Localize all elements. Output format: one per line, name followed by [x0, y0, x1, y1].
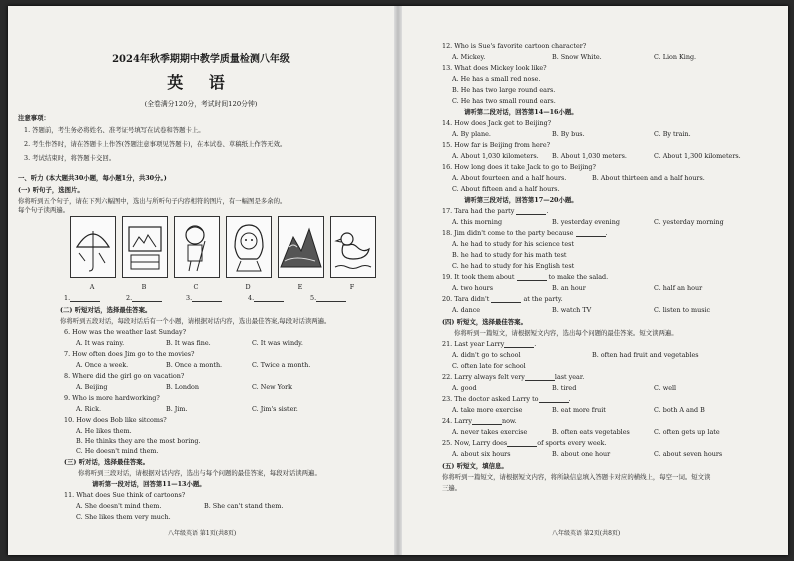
- q6-option-a: A. It was rainy.: [76, 339, 125, 347]
- pic-label-c: C: [193, 283, 199, 291]
- duck-icon: [331, 217, 375, 277]
- q17-option-b: B. yesterday evening: [552, 218, 620, 226]
- notice-3: 3. 考试结束时，将答题卡交回。: [24, 154, 116, 162]
- q13-option-b: B. He has two large round ears.: [452, 86, 556, 94]
- picture-a: [70, 216, 116, 278]
- picture-d: [226, 216, 272, 278]
- notice-1: 1. 答题前，考生务必将姓名、准考证号填写在试卷和答题卡上。: [24, 126, 205, 134]
- q18-option-b: B. he had to study for his math test: [452, 251, 567, 259]
- q17-option-a: A. this morning: [452, 218, 503, 226]
- sec2-heading: (二) 听短对话，选择最佳答案。: [60, 306, 152, 314]
- sec2-instr: 你将听到五段对话，每段对话后有一个小题，请根据对话内容，选出最佳答案,每段对话读两遍。: [60, 317, 331, 325]
- q15-option-a: A. About 1,030 kilometers.: [452, 152, 539, 160]
- q12-option-b: B. Snow White.: [552, 53, 602, 61]
- answer-blank-4: 4.: [248, 294, 284, 302]
- q9-option-c: C. Jim's sister.: [252, 405, 298, 413]
- page-fold: [394, 6, 402, 555]
- boy-sweeping-icon: [175, 217, 219, 277]
- sec5-heading: (五) 听短文，填信息。: [442, 462, 508, 470]
- question-22: 22. Larry always felt very last year.: [442, 373, 585, 381]
- q22-option-b: B. tired: [552, 384, 577, 392]
- sec4-instr: 你将听到一篇短文，请根据短文内容，选出每个问题的最佳答案。短文读两遍。: [454, 329, 678, 337]
- umbrella-icon: [71, 217, 115, 277]
- sec5-instr-2: 三遍。: [442, 484, 462, 492]
- sec5-instr-1: 你将听到一篇短文，请根据短文内容，将所缺信息填入答题卡对应的横线上，每空一词。短文读: [442, 473, 711, 481]
- question-6: 6. How was the weather last Sunday?: [64, 328, 187, 336]
- question-16: 16. How long does it take Jack to go to Beijing?: [442, 163, 596, 171]
- dialogue2-note: 请听第二段对话，回答第14—16小题。: [464, 108, 578, 116]
- question-15: 15. How far is Beijing from here?: [442, 141, 551, 149]
- question-24: 24. Larry now.: [442, 417, 517, 425]
- exam-sheet: [8, 6, 788, 555]
- pic-label-f: F: [349, 283, 355, 291]
- mountain-scene-icon: [279, 217, 323, 277]
- q8-option-a: A. Beijing: [76, 383, 108, 391]
- question-7: 7. How often does Jim go to the movies?: [64, 350, 195, 358]
- q24-option-a: A. never takes exercise: [452, 428, 528, 436]
- picture-f: [330, 216, 376, 278]
- question-17: 17. Tara had the party .: [442, 207, 549, 215]
- answer-blank-3: 3.: [186, 294, 222, 302]
- q23-option-a: A. take more exercise: [452, 406, 523, 414]
- sec1-instr-1: 你将听到五个句子，请在下列六幅图中，选出与所听句子内容相符的图片，有一幅图是多余的。: [18, 197, 287, 205]
- pic-label-d: D: [245, 283, 251, 291]
- q11-option-b: B. She can't stand them.: [204, 502, 284, 510]
- q7-option-c: C. Twice a month.: [252, 361, 311, 369]
- question-18: 18. Jim didn't come to the party because .: [442, 229, 608, 237]
- q23-option-c: C. both A and B: [654, 406, 705, 414]
- q24-option-b: B. often eats vegetables: [552, 428, 630, 436]
- notice-heading: 注意事项：: [18, 114, 50, 122]
- q9-option-a: A. Rick.: [76, 405, 102, 413]
- part1-heading: 一、听力 (本大题共30小题，每小题1分，共30分。): [18, 174, 167, 182]
- answer-blank-5: 5.: [310, 294, 346, 302]
- sec4-heading: (四) 听短文，选择最佳答案。: [442, 318, 527, 326]
- sec3-heading: (三) 听对话，选择最佳答案。: [64, 458, 149, 466]
- q20-option-c: C. listen to music: [654, 306, 711, 314]
- q14-option-c: C. By train.: [654, 130, 691, 138]
- q20-option-a: A. dance: [452, 306, 481, 314]
- pic-label-b: B: [141, 283, 147, 291]
- question-8: 8. Where did the girl go on vacation?: [64, 372, 185, 380]
- sec3-instr: 你将听到三段对话，请根据对话内容，选出与每个问题的最佳答案，每段对话读两遍。: [78, 469, 321, 477]
- picture-e: [278, 216, 324, 278]
- left-page-footer: 八年级英语 第1页(共8页): [168, 530, 237, 537]
- left-page: [8, 6, 394, 555]
- sec1-instr-2: 每个句子读两遍。: [18, 206, 70, 214]
- q21-option-b: B. often had fruit and vegetables: [592, 351, 699, 359]
- q9-option-b: B. Jim.: [166, 405, 188, 413]
- q16-option-b: B. About thirteen and a half hours.: [592, 174, 705, 182]
- right-page: [402, 6, 788, 555]
- q11-option-a: A. She doesn't mind them.: [76, 502, 162, 510]
- q6-option-b: B. It was fine.: [166, 339, 211, 347]
- q16-option-c: C. About fifteen and a half hours.: [452, 185, 560, 193]
- q8-option-c: C. New York: [252, 383, 293, 391]
- question-13: 13. What does Mickey look like?: [442, 64, 547, 72]
- q12-option-c: C. Lion King.: [654, 53, 697, 61]
- q21-option-a: A. didn't go to school: [452, 351, 521, 359]
- q10-option-a: A. He likes them.: [76, 427, 132, 435]
- question-21: 21. Last year Larry .: [442, 340, 537, 348]
- answer-blank-2: 2.: [126, 294, 162, 302]
- q22-option-a: A. good: [452, 384, 477, 392]
- pic-label-a: A: [89, 283, 95, 291]
- answer-blank-1: 1.: [64, 294, 100, 302]
- q13-option-a: A. He has a small red nose.: [452, 75, 541, 83]
- q14-option-a: A. By plane.: [452, 130, 491, 138]
- question-20: 20. Tara didn't at the party.: [442, 295, 563, 303]
- question-14: 14. How does Jack get to Beijing?: [442, 119, 552, 127]
- q24-option-c: C. often gets up late: [654, 428, 720, 436]
- girl-icon: [227, 217, 271, 277]
- question-10: 10. How does Bob like sitcoms?: [64, 416, 167, 424]
- score-note: (全卷满分120分，考试时间120分钟): [144, 100, 258, 108]
- q17-option-c: C. yesterday morning: [654, 218, 724, 226]
- pic-label-e: E: [297, 283, 303, 291]
- question-19: 19. It took them about to make the salad.: [442, 273, 609, 281]
- q19-option-b: B. an hour: [552, 284, 586, 292]
- q19-option-c: C. half an hour: [654, 284, 703, 292]
- q25-option-c: C. about seven hours: [654, 450, 723, 458]
- q14-option-b: B. By bus.: [552, 130, 585, 138]
- question-12: 12. Who is Sue's favorite cartoon character?: [442, 42, 587, 50]
- question-11: 11. What does Sue think of cartoons?: [64, 491, 186, 499]
- exam-title: 2024年秋季期期中教学质量检测八年级: [112, 54, 290, 65]
- q25-option-a: A. about six hours: [452, 450, 511, 458]
- notice-2: 2. 考生作答时，请在答题卡上作答(答题注意事项见答题卡)，在本试卷、草稿纸上作答无效。: [24, 140, 287, 148]
- question-9: 9. Who is more hardworking?: [64, 394, 160, 402]
- dialogue3-note: 请听第三段对话，回答第17—20小题。: [464, 196, 578, 204]
- right-page-footer: 八年级英语 第2页(共8页): [552, 530, 621, 537]
- q20-option-b: B. watch TV: [552, 306, 592, 314]
- picture-b: [122, 216, 168, 278]
- q19-option-a: A. two hours: [452, 284, 494, 292]
- q13-option-c: C. He has two small round ears.: [452, 97, 556, 105]
- q8-option-b: B. London: [166, 383, 200, 391]
- q21-option-c: C. often late for school: [452, 362, 526, 370]
- q22-option-c: C. well: [654, 384, 677, 392]
- q11-option-c: C. She likes them very much.: [76, 513, 171, 521]
- exam-subject: 英 语: [167, 73, 235, 92]
- sec1-heading: (一) 听句子，选图片。: [18, 186, 84, 194]
- q10-option-b: B. He thinks they are the most boring.: [76, 437, 201, 445]
- q23-option-b: B. eat more fruit: [552, 406, 606, 414]
- q25-option-b: B. about one hour: [552, 450, 611, 458]
- q10-option-c: C. He doesn't mind them.: [76, 447, 159, 455]
- q15-option-b: B. About 1,030 meters.: [552, 152, 627, 160]
- question-25: 25. Now, Larry does of sports every week.: [442, 439, 607, 447]
- sec3-note: 请听第一段对话，回答第11—13小题。: [92, 480, 206, 488]
- q18-option-c: C. he had to study for his English test: [452, 262, 575, 270]
- tv-icon: [123, 217, 167, 277]
- q6-option-c: C. It was windy.: [252, 339, 303, 347]
- q7-option-b: B. Once a month.: [166, 361, 223, 369]
- q18-option-a: A. he had to study for his science test: [452, 240, 574, 248]
- q12-option-a: A. Mickey.: [452, 53, 486, 61]
- q7-option-a: A. Once a week.: [76, 361, 129, 369]
- q15-option-c: C. About 1,300 kilometers.: [654, 152, 741, 160]
- question-23: 23. The doctor asked Larry to .: [442, 395, 571, 403]
- q16-option-a: A. About fourteen and a half hours.: [452, 174, 567, 182]
- picture-c: [174, 216, 220, 278]
